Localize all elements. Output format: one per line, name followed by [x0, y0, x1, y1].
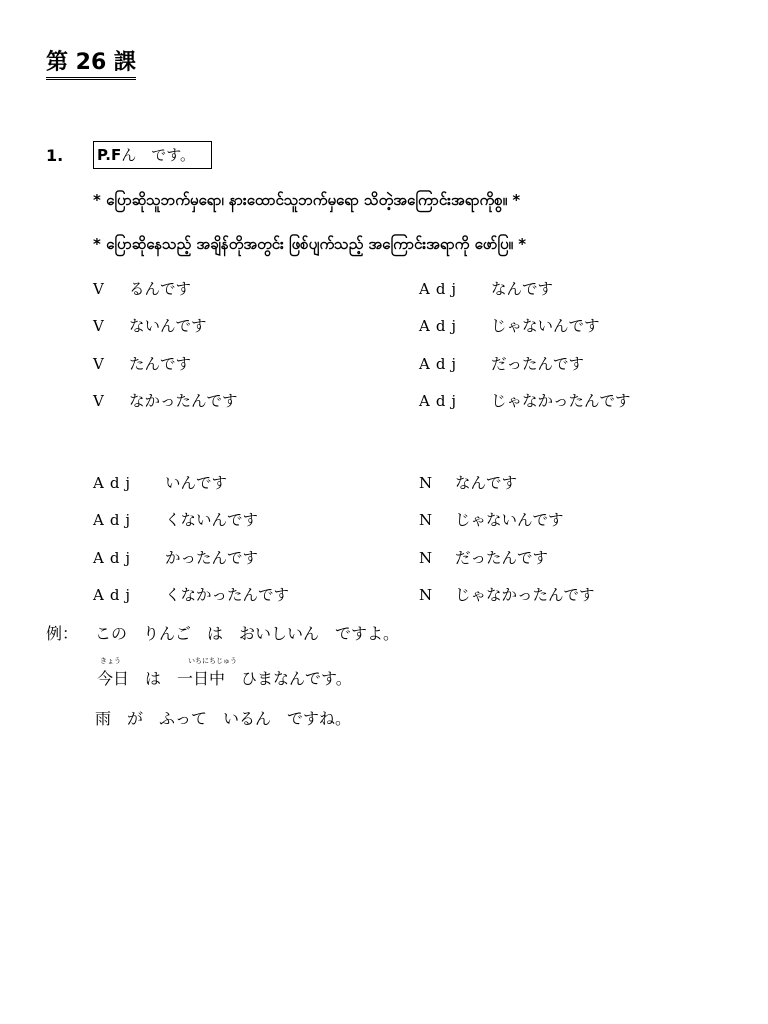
conj-form: なんです [491, 280, 554, 298]
ruby-kyou: きょう [100, 657, 121, 665]
conj-row [419, 546, 548, 568]
conj-form: だったんです [491, 355, 585, 373]
conj-row [419, 352, 584, 374]
conj-form: るんです [129, 280, 192, 298]
ruby-ichinichijuu: いちにちじゅう [188, 657, 237, 665]
conj-label: V [93, 317, 104, 335]
conj-row [419, 583, 595, 605]
conj-form: なかったんです [129, 392, 238, 410]
example-sentence-3: 雨 が ふって いるん ですね。 [95, 709, 352, 728]
conj-row [93, 352, 191, 374]
conj-label: N [419, 586, 433, 604]
myanmar-note-1: * ပြောဆိုသူဘက်မှရော၊ နားထောင်သူဘက်မှရော သိတဲ့အကြောင်းအရာကိုစွ။ * [93, 191, 521, 209]
conj-label: Adj [93, 549, 137, 567]
myanmar-note-2: * ပြောဆိုနေသည့် အချိန်တိုအတွင်း ဖြစ်ပျက်သည့် အကြောင်းအရာကို ဖော်ပြ။ * [93, 235, 527, 253]
conj-label: Adj [93, 474, 137, 492]
conj-form: かったんです [165, 549, 259, 567]
conj-form: ないんです [129, 317, 207, 335]
conj-label: V [93, 280, 104, 298]
conj-row [93, 583, 289, 605]
conj-row [93, 314, 207, 336]
conj-row [419, 508, 564, 530]
conj-label: N [419, 474, 433, 492]
conj-form: じゃないんです [455, 511, 564, 529]
conj-label: V [93, 355, 104, 373]
conj-form: くないんです [165, 511, 259, 529]
conj-form: じゃなかったんです [455, 586, 595, 604]
conj-form: くなかったんです [165, 586, 290, 604]
pattern-pf: P.F [97, 146, 122, 164]
conj-label: N [419, 511, 433, 529]
conj-label: Adj [419, 280, 463, 298]
pattern-rest: ん です。 [121, 146, 195, 164]
conj-label: Adj [419, 355, 463, 373]
conj-label: Adj [93, 586, 137, 604]
conj-row [419, 389, 631, 411]
conj-label: Adj [419, 392, 463, 410]
conj-row [93, 277, 191, 299]
conj-label: Adj [93, 511, 137, 529]
conj-label: N [419, 549, 433, 567]
conj-form: たんです [129, 355, 192, 373]
conj-row [419, 471, 517, 493]
section-number: 1. [46, 146, 64, 165]
conj-row [93, 546, 258, 568]
conj-form: だったんです [455, 549, 549, 567]
conj-form: じゃないんです [491, 317, 600, 335]
lesson-title: 第 26 課 [46, 50, 136, 80]
conj-label: Adj [419, 317, 463, 335]
conj-row [93, 508, 258, 530]
conj-row [419, 314, 600, 336]
example-sentence-1: この りんご は おいしいん ですよ。 [95, 624, 400, 643]
conj-form: いんです [165, 474, 228, 492]
example-sentence-2: 今日 は 一日中 ひまなんです。 [97, 669, 352, 688]
conj-form: じゃなかったんです [491, 392, 631, 410]
example-label: 例： [46, 624, 79, 643]
conj-row [93, 389, 238, 411]
pattern-box [93, 141, 212, 169]
conj-row [419, 277, 553, 299]
conj-row [93, 471, 227, 493]
conj-form: なんです [455, 474, 518, 492]
conj-label: V [93, 392, 104, 410]
